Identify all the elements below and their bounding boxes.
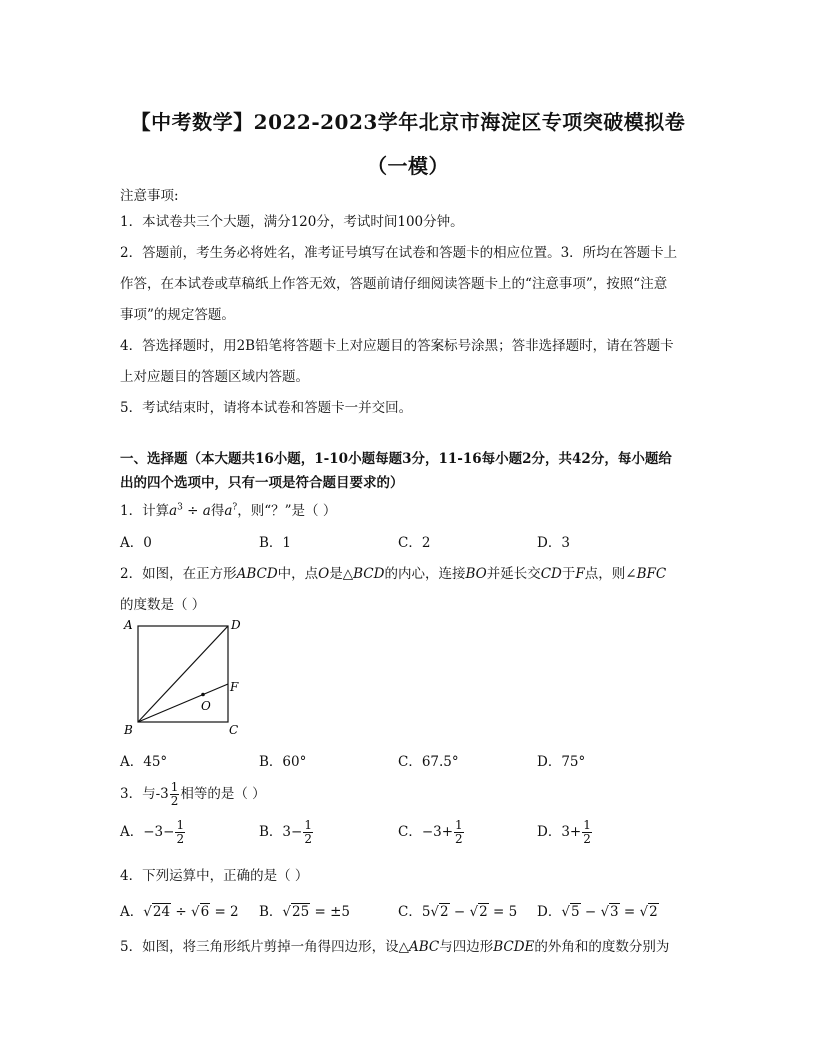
square-figure (118, 614, 248, 740)
q1-option-c: C．2 (398, 535, 431, 551)
section-heading-2: 出的四个选项中，只有一项是符合题目要求的） (120, 475, 404, 491)
label-c: C (229, 723, 239, 737)
doc-title: 【中考数学】2022-2023学年北京市海淀区专项突破模拟卷 (130, 110, 686, 134)
q1-option-d: D．3 (537, 535, 570, 551)
q2-option-d: D．75° (537, 754, 586, 770)
q3-option-a: A．−3− $\frac{1}{2}$ (120, 818, 185, 846)
point-o (201, 693, 205, 697)
label-a: A (124, 618, 133, 632)
notice-line-7: 5．考试结束时，请将本试卷和答题卡一并交回。 (120, 400, 413, 416)
q2-option-b: B．60° (259, 754, 307, 770)
notice-line-3: 作答，在本试卷或草稿纸上作答无效，答题前请仔细阅读答题卡上的“注意事项”，按照“注意 (120, 276, 668, 292)
section-heading-1: 一、选择题（本大题共16小题，1-10小题每题3分，11-16每小题2分，共42分，每小题给 (120, 451, 672, 467)
q2-option-c: C．67.5° (398, 754, 459, 770)
q4-option-a: A．√24 ÷ √6 = 2 (120, 904, 239, 920)
notice-line-5: 4．答选择题时，用2B铅笔将答题卡上对应题目的答案标号涂黑；答非选择题时，请在答题卡 (120, 338, 674, 354)
question-2-line-2: 的度数是（ ） (120, 597, 206, 613)
label-o: O (201, 699, 211, 713)
q2-option-a: A．45° (120, 754, 168, 770)
q3-option-b: B．3− $\frac{1}{2}$ (259, 818, 312, 846)
diagonal-bd (138, 626, 228, 722)
segment-bf (138, 684, 228, 722)
notice-line-2: 2．答题前，考生务必将姓名，准考证号填写在试卷和答题卡的相应位置。3．所均在答题卡上 (120, 245, 678, 261)
doc-subtitle: （一模） (367, 154, 449, 178)
label-f: F (230, 680, 239, 694)
label-d: D (231, 618, 241, 632)
q1-option-a: A．0 (120, 535, 152, 551)
question-4: 4．下列运算中，正确的是（ ） (120, 868, 309, 884)
question-3: 3．与-3 $\frac{1}{2}$ 相等的是（ ） (120, 780, 266, 808)
notice-heading: 注意事项: (120, 188, 179, 204)
notice-line-6: 上对应题目的答题区域内答题。 (120, 369, 309, 385)
question-1: 1．计算$a^3 \div a$得a?，则“？”是（ ） (120, 502, 337, 519)
label-b: B (124, 723, 133, 737)
q3-option-c: C．−3+ $\frac{1}{2}$ (398, 818, 463, 846)
q1-option-b: B．1 (259, 535, 292, 551)
question-2-line-1: 2．如图，在正方形ABCD中，点O是△BCD的内心，连接BO并延长交CD于F点，则∠BFC (120, 566, 667, 582)
q4-option-b: B．√25 = ±5 (259, 904, 351, 920)
q3-option-d: D．3+ $\frac{1}{2}$ (537, 818, 591, 846)
q4-option-c: C．5√2 − √2 = 5 (398, 904, 518, 920)
notice-line-4: 事项”的规定答题。 (120, 307, 235, 323)
q4-option-d: D．√5 − √3 = √2 (537, 904, 658, 920)
question-5: 5．如图，将三角形纸片剪掉一角得四边形，设△ABC与四边形BCDE的外角和的度数分别为 (120, 939, 670, 955)
notice-line-1: 1．本试卷共三个大题，满分120分，考试时间100分钟。 (120, 214, 464, 230)
